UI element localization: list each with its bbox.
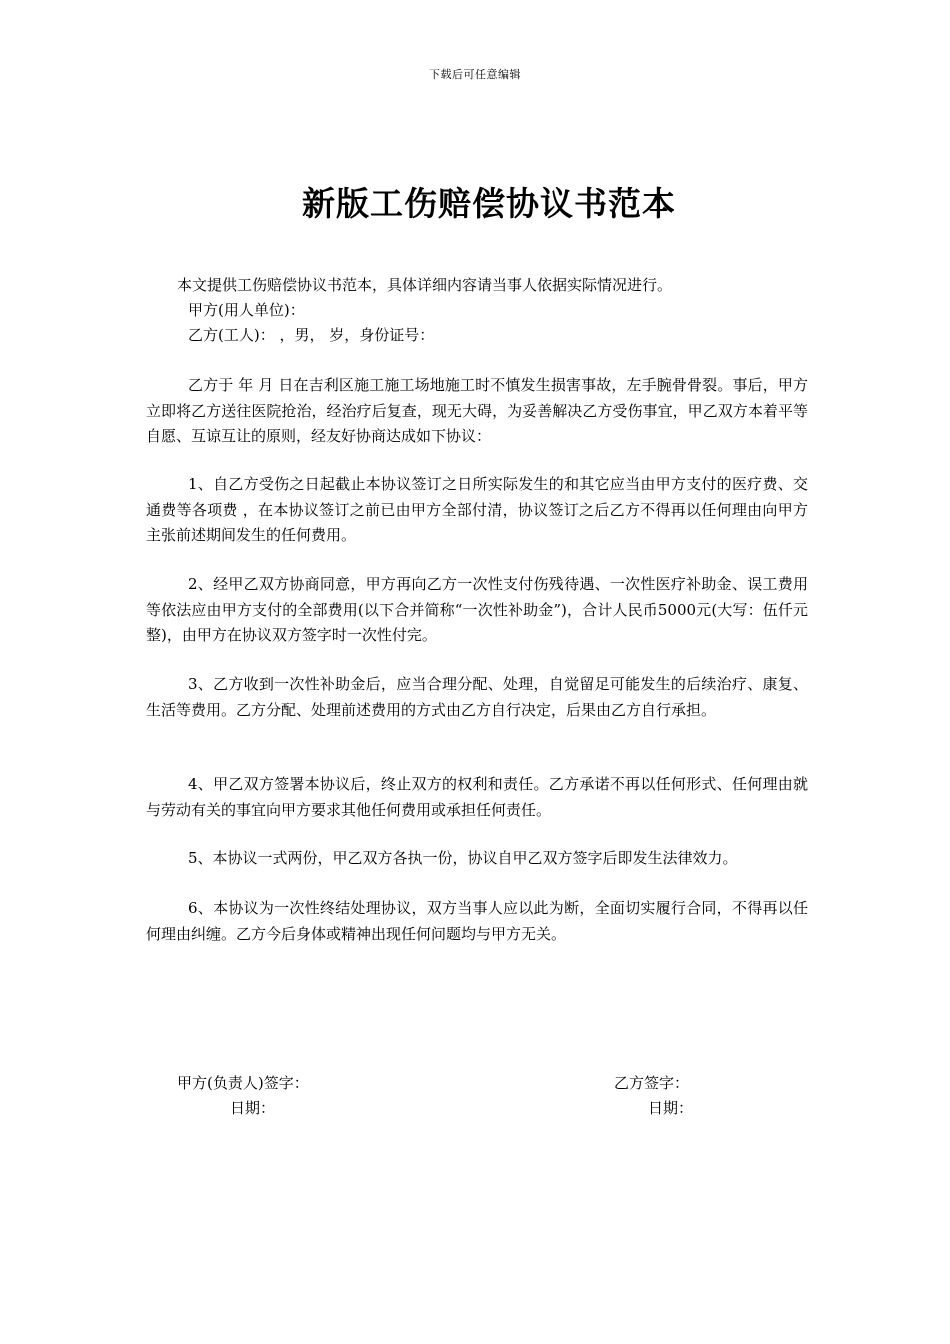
party-b-signature-label: 乙方签字： [614,1074,690,1092]
party-a-line: 甲方(用人单位)： [188,301,305,319]
clause-1: 1、自乙方受伤之日起截止本协议签订之日所实际发生的和其它应当由甲方支付的医疗费、交通费等各项费 ，在本协议签订之前已由甲方全部付清，协议签订之后乙方不得再以任何理由向甲方主张前述期间发生的任何费用。 [146,475,808,544]
party-a-signature-label: 甲方(负责人)签字： [177,1074,309,1092]
clause-2: 2、经甲乙双方协商同意，甲方再向乙方一次性支付伤残待遇、一次性医疗补助金、误工费用等依法应由甲方支付的全部费用(以下合并简称“一次性补助金”)，合计人民币5000元(大写：伍仟元整)，由甲方在协议双方签字时一次性付完。 [146,575,808,644]
header-note: 下载后可任意编辑 [429,68,521,81]
document-title: 新版工伤赔偿协议书范本 [302,184,676,223]
party-a-date-label: 日期： [230,1099,276,1117]
clause-4: 4、甲乙双方签署本协议后，终止双方的权利和责任。乙方承诺不再以任何形式、任何理由就与劳动有关的事宜向甲方要求其他任何费用或承担任何责任。 [146,775,808,819]
preamble-paragraph: 乙方于 年 月 日在吉利区施工施工场地施工时不慎发生损害事故，左手腕骨骨裂。事后，甲方立即将乙方送往医院抢治，经治疗后复查，现无大碍，为妥善解决乙方受伤事宜，甲乙双方本着平等自愿、互谅互让的原则，经友好协商达成如下协议： [146,376,808,445]
clause-6: 6、本协议为一次性终结处理协议，双方当事人应以此为断，全面切实履行合同，不得再以任何理由纠缠。乙方今后身体或精神出现任何问题均与甲方无关。 [146,899,808,943]
party-b-line: 乙方(工人)： ，男， 岁，身份证号： [188,326,435,344]
clause-3: 3、乙方收到一次性补助金后，应当合理分配、处理，自觉留足可能发生的后续治疗、康复、生活等费用。乙方分配、处理前述费用的方式由乙方自行决定，后果由乙方自行承担。 [146,675,808,719]
clause-5: 5、本协议一式两份，甲乙双方各执一份，协议自甲乙双方签字后即发生法律效力。 [188,849,738,867]
intro-line: 本文提供工伤赔偿协议书范本，具体详细内容请当事人依据实际情况进行。 [177,276,673,294]
party-b-date-label: 日期： [648,1099,694,1117]
